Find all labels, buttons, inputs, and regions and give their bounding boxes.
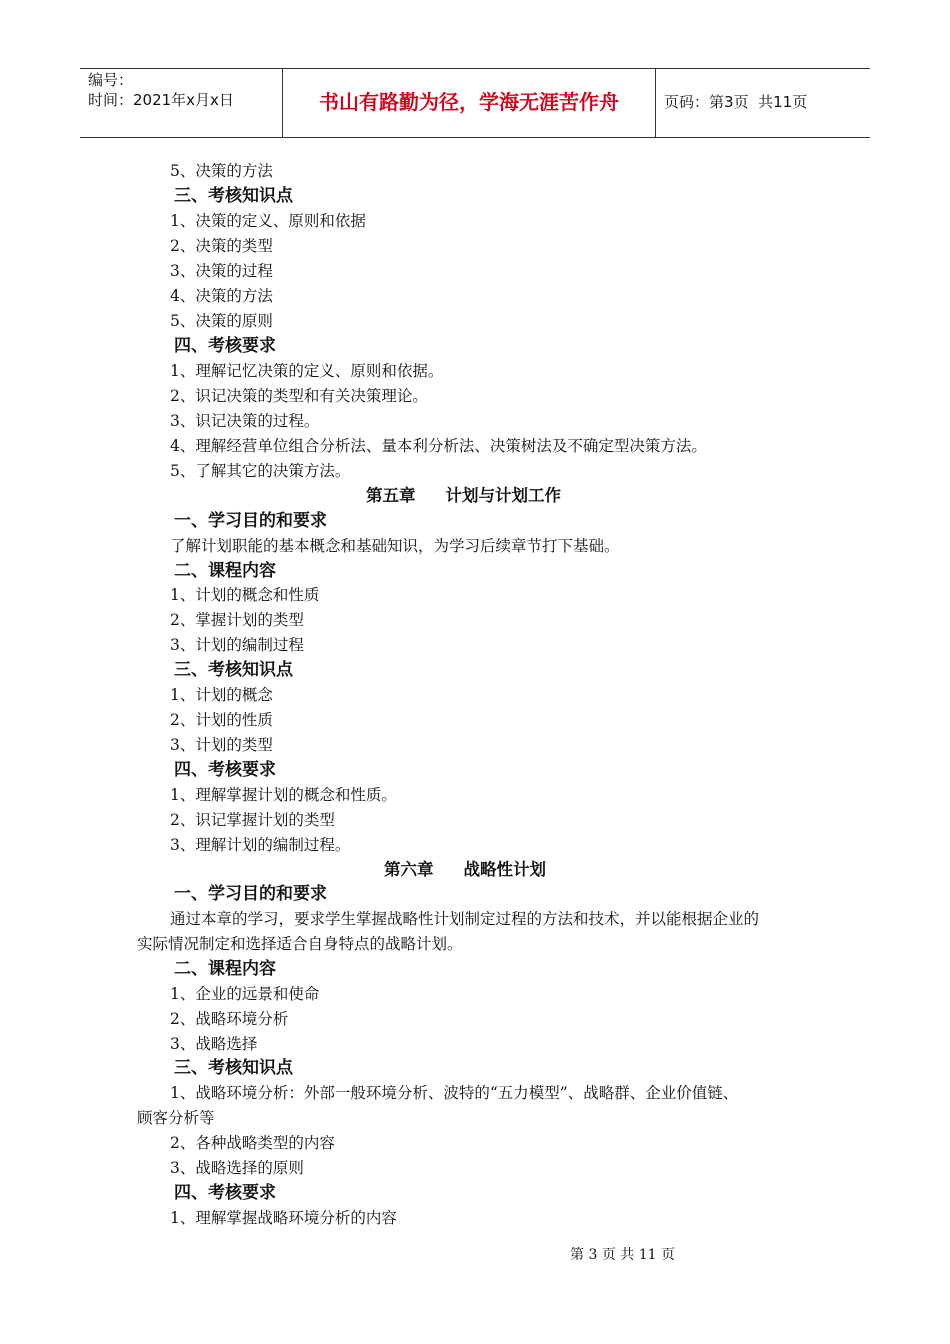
page-footer — [570, 1246, 675, 1264]
paragraph-continuation: 实际情况制定和选择适合自身特点的战略计划。 — [137, 935, 463, 953]
section-heading: 二、课程内容 — [174, 959, 276, 979]
list-item: 2、识记决策的类型和有关决策理论。 — [170, 387, 428, 405]
section-heading: 二、课程内容 — [174, 561, 276, 581]
section-heading: 四、考核要求 — [174, 336, 276, 356]
chapter-six-title — [384, 859, 546, 881]
paragraph: 了解计划职能的基本概念和基础知识，为学习后续章节打下基础。 — [170, 537, 620, 555]
chapter-title: 战略性计划 — [463, 860, 546, 879]
list-item: 2、各种战略类型的内容 — [170, 1134, 335, 1152]
page-mid: 页 共 — [733, 93, 774, 111]
section-heading: 四、考核要求 — [174, 760, 276, 780]
footer-page-number: 3 — [588, 1247, 598, 1263]
list-item: 1、理解记忆决策的定义、原则和依据。 — [170, 362, 444, 380]
list-item: 3、战略选择 — [170, 1035, 258, 1053]
list-item: 2、计划的性质 — [170, 711, 273, 729]
page-header — [80, 68, 870, 138]
footer-mid: 页 共 — [597, 1247, 639, 1263]
chapter-five-title — [366, 485, 561, 507]
header-motto-cell — [283, 69, 656, 137]
list-item: 1、战略环境分析：外部一般环境分析、波特的“五力模型”、战略群、企业价值链、 — [170, 1084, 739, 1102]
footer-post: 页 — [656, 1247, 676, 1263]
list-item: 1、理解掌握战略环境分析的内容 — [170, 1209, 397, 1227]
list-item: 1、理解掌握计划的概念和性质。 — [170, 786, 397, 804]
document-date: 时间：2021年x月x日 — [88, 91, 234, 109]
page-number: 3 — [724, 93, 734, 111]
list-item: 2、战略环境分析 — [170, 1010, 289, 1028]
list-item: 3、理解计划的编制过程。 — [170, 836, 351, 854]
chapter-number: 第五章 — [366, 486, 416, 505]
list-item: 3、识记决策的过程。 — [170, 412, 320, 430]
page-label: 页码：第 — [664, 93, 725, 111]
list-item: 2、掌握计划的类型 — [170, 611, 304, 629]
list-item: 4、理解经营单位组合分析法、量本利分析法、决策树法及不确定型决策方法。 — [170, 437, 707, 455]
document-number-label: 编号： — [88, 71, 134, 89]
list-item: 5、了解其它的决策方法。 — [170, 462, 351, 480]
header-page-cell — [656, 69, 870, 137]
list-item: 5、决策的方法 — [170, 162, 273, 180]
list-item: 5、决策的原则 — [170, 312, 273, 330]
page-indicator — [664, 93, 807, 111]
page-total: 11 — [773, 93, 793, 111]
list-item-continuation: 顾客分析等 — [137, 1109, 215, 1127]
section-heading: 三、考核知识点 — [174, 1058, 293, 1078]
paragraph: 通过本章的学习，要求学生掌握战略性计划制定过程的方法和技术，并以能根据企业的 — [170, 910, 760, 928]
header-meta-cell — [80, 69, 283, 137]
chapter-number: 第六章 — [384, 860, 434, 879]
list-item: 2、识记掌握计划的类型 — [170, 811, 335, 829]
list-item: 3、决策的过程 — [170, 262, 273, 280]
list-item: 1、企业的远景和使命 — [170, 985, 320, 1003]
list-item: 1、计划的概念 — [170, 686, 273, 704]
list-item: 4、决策的方法 — [170, 287, 273, 305]
list-item: 3、计划的类型 — [170, 736, 273, 754]
section-heading: 三、考核知识点 — [174, 186, 293, 206]
motto: 书山有路勤为径，学海无涯苦作舟 — [319, 90, 619, 114]
chapter-title: 计划与计划工作 — [445, 486, 561, 505]
list-item: 1、决策的定义、原则和依据 — [170, 212, 366, 230]
footer-page-total: 11 — [638, 1247, 657, 1263]
list-item: 3、计划的编制过程 — [170, 636, 304, 654]
section-heading: 一、学习目的和要求 — [174, 884, 327, 904]
list-item: 3、战略选择的原则 — [170, 1159, 304, 1177]
section-heading: 四、考核要求 — [174, 1183, 276, 1203]
section-heading: 一、学习目的和要求 — [174, 511, 327, 531]
section-heading: 三、考核知识点 — [174, 660, 293, 680]
page-end: 页 — [792, 93, 808, 111]
list-item: 1、计划的概念和性质 — [170, 586, 320, 604]
footer-pre: 第 — [570, 1247, 589, 1263]
list-item: 2、决策的类型 — [170, 237, 273, 255]
